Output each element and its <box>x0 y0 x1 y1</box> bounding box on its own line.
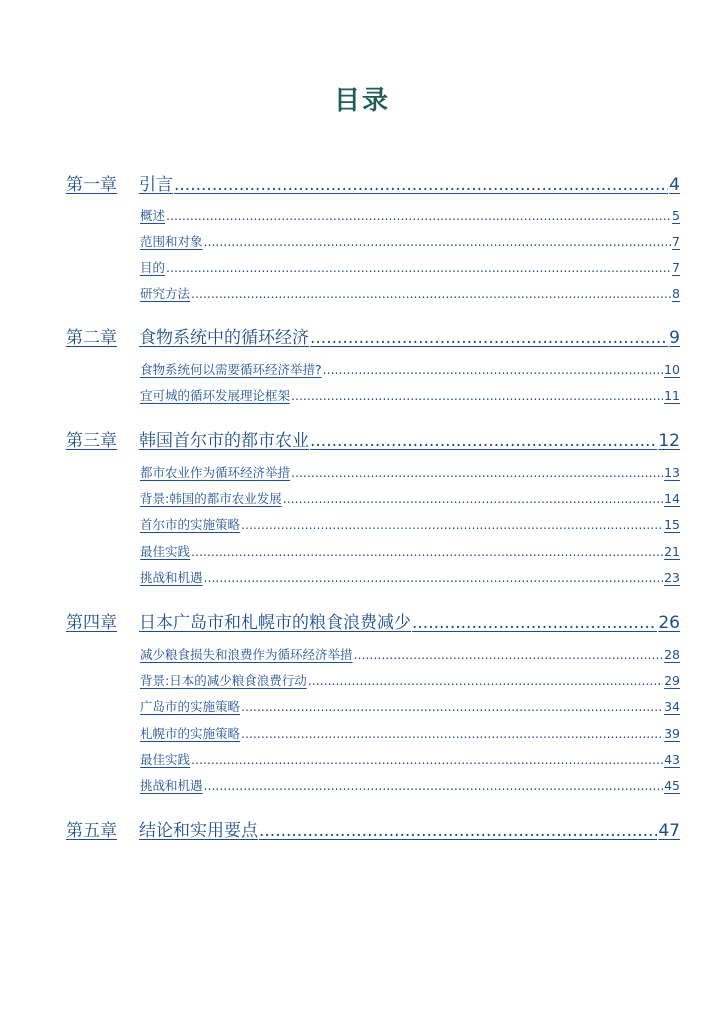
chapter-number: 第四章 <box>66 613 117 633</box>
page-number: 13 <box>664 465 680 480</box>
entry-label: 目的 <box>140 260 166 275</box>
dot-leader <box>191 286 671 301</box>
dot-leader <box>310 431 657 451</box>
chapter-number: 第一章 <box>66 175 117 195</box>
entry-label: 概述 <box>140 208 166 223</box>
entry-label: 广岛市的实施策略 <box>140 699 241 714</box>
entry-label: 背景:韩国的都市农业发展 <box>140 491 282 506</box>
entry-label: 挑战和机遇 <box>140 570 203 585</box>
toc-chapter-2[interactable] <box>66 323 680 348</box>
dot-leader <box>291 388 663 403</box>
page-number: 5 <box>672 208 680 223</box>
page-number: 34 <box>664 699 680 714</box>
dot-leader <box>166 260 671 275</box>
toc-chapter-5[interactable] <box>66 816 680 841</box>
toc-section[interactable] <box>140 360 680 378</box>
dot-leader <box>204 570 664 585</box>
page-number: 26 <box>658 613 680 633</box>
page-number: 12 <box>658 431 680 451</box>
entry-label: 结论和实用要点 <box>139 821 258 841</box>
dot-leader <box>191 544 663 559</box>
toc-chapter-4[interactable] <box>66 608 680 633</box>
entry-label: 研究方法 <box>140 286 191 301</box>
page-number: 28 <box>664 647 680 662</box>
entry-label: 最佳实践 <box>140 752 191 767</box>
page-number: 7 <box>672 260 680 275</box>
dot-leader <box>174 175 668 195</box>
dot-leader <box>283 491 663 506</box>
entry-label: 札幌市的实施策略 <box>140 726 241 741</box>
toc-section[interactable] <box>140 724 680 742</box>
dot-leader <box>412 613 657 633</box>
entry-label: 引言 <box>139 175 173 195</box>
entry-label: 最佳实践 <box>140 544 191 559</box>
toc-section[interactable] <box>140 776 680 794</box>
entry-label: 减少粮食损失和浪费作为循环经济举措 <box>140 647 353 662</box>
page-number: 29 <box>664 673 680 688</box>
page-number: 10 <box>664 362 680 377</box>
toc-section[interactable] <box>140 258 680 276</box>
dot-leader <box>291 465 663 480</box>
page-title: 目录 <box>333 86 390 116</box>
entry-label: 食物系统何以需要循环经济举措? <box>140 362 322 377</box>
page-number: 14 <box>664 491 680 506</box>
page-number: 47 <box>658 821 680 841</box>
toc-section[interactable] <box>140 750 680 768</box>
toc-section[interactable] <box>140 515 680 533</box>
dot-leader <box>204 778 664 793</box>
page-number: 15 <box>664 517 680 532</box>
page-number: 21 <box>664 544 680 559</box>
dot-leader <box>323 362 663 377</box>
entry-label: 首尔市的实施策略 <box>140 517 241 532</box>
entry-label: 韩国首尔市的都市农业 <box>139 431 309 451</box>
chapter-number: 第五章 <box>66 821 117 841</box>
toc-section[interactable] <box>140 206 680 224</box>
chapter-number: 第三章 <box>66 431 117 451</box>
toc-chapter-3[interactable] <box>66 426 680 451</box>
page-number: 11 <box>664 388 680 403</box>
toc-section[interactable] <box>140 568 680 586</box>
toc-section[interactable] <box>140 386 680 404</box>
entry-label: 背景:日本的减少粮食浪费行动 <box>140 673 307 688</box>
page-number: 43 <box>664 752 680 767</box>
toc-section[interactable] <box>140 645 680 663</box>
page-number: 23 <box>664 570 680 585</box>
dot-leader <box>191 752 663 767</box>
page-number: 45 <box>664 778 680 793</box>
entry-label: 挑战和机遇 <box>140 778 203 793</box>
page-number: 4 <box>669 175 680 195</box>
dot-leader <box>166 208 671 223</box>
toc-section[interactable] <box>140 697 680 715</box>
toc-section[interactable] <box>140 671 680 689</box>
entry-label: 日本广岛市和札幌市的粮食浪费减少 <box>139 613 411 633</box>
toc-section[interactable] <box>140 232 680 250</box>
toc-section[interactable] <box>140 542 680 560</box>
dot-leader <box>204 234 672 249</box>
dot-leader <box>308 673 663 688</box>
dot-leader <box>241 517 663 532</box>
page-number: 7 <box>672 234 680 249</box>
dot-leader <box>241 699 663 714</box>
entry-label: 都市农业作为循环经济举措 <box>140 465 291 480</box>
entry-label: 宜可城的循环发展理论框架 <box>140 388 291 403</box>
toc-section[interactable] <box>140 463 680 481</box>
toc-section[interactable] <box>140 284 680 302</box>
dot-leader <box>354 647 664 662</box>
dot-leader <box>310 328 668 348</box>
chapter-number: 第二章 <box>66 328 117 348</box>
entry-label: 范围和对象 <box>140 234 203 249</box>
toc-section[interactable] <box>140 489 680 507</box>
toc-chapter-1[interactable] <box>66 170 680 195</box>
page-number: 9 <box>669 328 680 348</box>
dot-leader <box>241 726 663 741</box>
dot-leader <box>259 821 657 841</box>
page-number: 8 <box>672 286 680 301</box>
page-number: 39 <box>664 726 680 741</box>
entry-label: 食物系统中的循环经济 <box>139 328 309 348</box>
